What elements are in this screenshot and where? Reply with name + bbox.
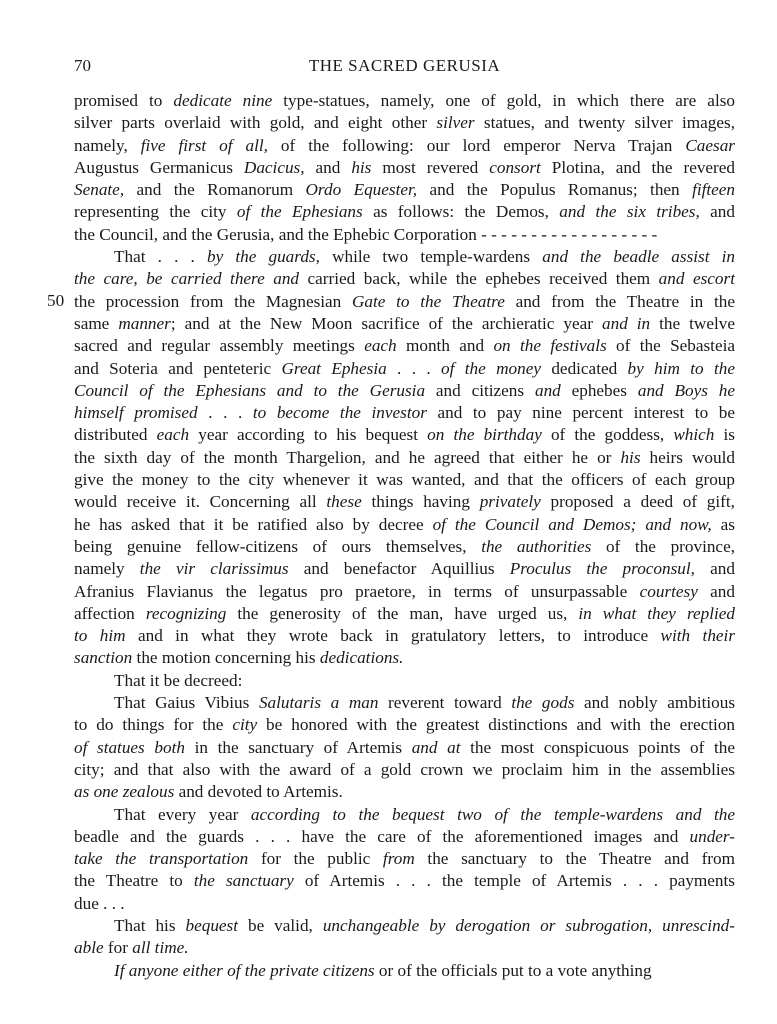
italic-text: Gate to the Theatre <box>352 291 505 311</box>
italic-text: the authorities <box>481 536 592 556</box>
italic-text: and at <box>411 737 461 757</box>
italic-text: under- <box>689 826 735 846</box>
italic-text: of the Council and Demos; and now, <box>432 514 712 534</box>
roman-text: promised to <box>74 91 174 110</box>
roman-text: and to pay nine percent interest to be <box>426 403 735 423</box>
text-line <box>74 692 735 714</box>
italic-text: the sanctuary <box>193 871 294 891</box>
text-line <box>74 291 735 313</box>
italic-text: on the festivals <box>493 336 607 356</box>
text-line <box>74 447 735 469</box>
roman-text: of the goddess, <box>541 425 674 445</box>
italic-text: the gods <box>511 693 575 713</box>
paragraph <box>74 804 735 915</box>
text-line <box>74 201 735 223</box>
roman-text: heirs would <box>640 447 735 467</box>
page-number: 70 <box>74 56 91 75</box>
text-line <box>74 268 735 290</box>
roman-text: reverent toward <box>378 693 512 713</box>
text-line <box>74 157 735 179</box>
roman-text: the most conspicuous points of the <box>460 737 735 757</box>
text-line <box>74 246 735 268</box>
text-line <box>74 380 735 402</box>
italic-text: and the six tribes, <box>559 202 700 222</box>
roman-text: same <box>74 313 119 333</box>
paragraph <box>74 915 735 960</box>
roman-text: be valid, <box>238 915 323 935</box>
italic-text: himself promised <box>74 403 198 423</box>
italic-text: five first of all, <box>140 135 268 155</box>
italic-text: fifteen <box>692 180 735 200</box>
italic-text: all time. <box>132 938 189 958</box>
italic-text: from <box>382 849 415 869</box>
roman-text: is <box>714 425 735 445</box>
text-line <box>74 960 735 982</box>
italic-text: Salutaris a man <box>258 693 379 713</box>
italic-text: dedicate nine <box>173 91 273 110</box>
italic-text: to him <box>74 626 126 646</box>
italic-text: his <box>351 157 372 177</box>
italic-text: by the guards, <box>206 247 320 267</box>
roman-text: due . . . <box>74 893 125 913</box>
text-line <box>74 558 735 580</box>
italic-text: in what they replied <box>578 603 735 623</box>
roman-text: year according to his bequest <box>189 425 428 445</box>
roman-text: for <box>103 938 133 958</box>
text-line <box>74 737 735 759</box>
roman-text: he has asked that it be ratified also by decree <box>74 514 433 534</box>
paragraph <box>74 246 735 670</box>
roman-text: and the Populus Romanus; then <box>417 180 693 200</box>
roman-text: namely, <box>74 135 141 155</box>
roman-text: Afranius Flavianus the legatus pro praetore, in terms of unsurpassable <box>74 581 640 601</box>
roman-text: . . . <box>197 403 253 423</box>
roman-text: That it be decreed: <box>114 670 243 690</box>
italic-text: Great Ephesia <box>281 358 387 378</box>
paragraph <box>74 670 735 692</box>
roman-text: or of the officials put to a vote anything <box>374 960 652 980</box>
italic-text: take the transportation <box>74 849 249 869</box>
roman-text: and nobly ambitious <box>574 693 735 713</box>
roman-text: of Artemis . . . the temple of Artemis . . . payments <box>293 871 735 891</box>
text-line <box>74 826 735 848</box>
text-line <box>74 870 735 892</box>
roman-text: and <box>304 157 352 177</box>
roman-text: for the public <box>248 849 383 869</box>
text-line <box>74 581 735 603</box>
roman-text: That his <box>114 915 186 935</box>
roman-text: the motion concerning his <box>132 648 320 668</box>
roman-text: most revered <box>371 157 490 177</box>
roman-text: ephebes <box>560 380 638 400</box>
text-line <box>74 514 735 536</box>
text-line <box>74 937 735 959</box>
roman-text: affection <box>74 603 146 623</box>
text-line <box>74 179 735 201</box>
italic-text: to become the investor <box>252 403 427 423</box>
roman-text: statues, and twenty silver images, <box>474 113 735 133</box>
italic-text: courtesy <box>639 581 698 601</box>
roman-text: representing the city <box>74 202 237 222</box>
italic-text: of statues both <box>74 737 185 757</box>
italic-text: manner <box>118 313 171 333</box>
italic-text: as one zealous <box>74 782 175 802</box>
line-number-marker: 50 <box>47 291 65 310</box>
italic-text: privately <box>479 492 541 512</box>
italic-text: Ordo Equester, <box>305 180 418 200</box>
roman-text: Augustus Germanicus <box>74 157 244 177</box>
text-line <box>74 402 735 424</box>
text-line <box>74 915 735 937</box>
roman-text: to do things for the <box>74 715 233 735</box>
italic-text: Senate, <box>74 180 125 200</box>
italic-text: of the money <box>441 358 541 378</box>
text-line <box>74 313 735 335</box>
page-header <box>74 56 735 80</box>
roman-text: That Gaius Vibius <box>114 693 259 713</box>
italic-text: Caesar <box>685 135 735 155</box>
roman-text: and <box>694 559 735 579</box>
italic-text: recognizing <box>145 603 227 623</box>
roman-text: and <box>699 202 735 222</box>
body-text <box>74 90 735 982</box>
text-line <box>74 469 735 491</box>
roman-text: distributed <box>74 425 157 445</box>
italic-text: Proculus the proconsul, <box>509 559 695 579</box>
text-line <box>74 224 735 246</box>
roman-text: in the sanctuary of Artemis <box>184 737 412 757</box>
roman-text: and Soteria and penteteric <box>74 358 282 378</box>
italic-text: these <box>326 492 362 512</box>
italic-text: the care, be carried there and <box>74 269 300 289</box>
italic-text: on the birthday <box>427 425 542 445</box>
italic-text: by him to the <box>627 358 735 378</box>
roman-text: the Theatre to <box>74 871 194 891</box>
text-line <box>74 603 735 625</box>
text-line <box>74 781 735 803</box>
roman-text: while two temple-wardens <box>319 247 543 267</box>
roman-text: sacred and regular assembly meetings <box>74 336 365 356</box>
paragraph <box>74 692 735 803</box>
roman-text: and from the Theatre in the <box>504 291 735 311</box>
roman-text: be honored with the greatest distinctions and with the erection <box>257 715 735 735</box>
roman-text: being genuine fellow-citizens of ours themselves, <box>74 536 482 556</box>
roman-text: month and <box>396 336 494 356</box>
roman-text: silver parts overlaid with gold, and eight other <box>74 113 437 133</box>
running-head: THE SACRED GERUSIA <box>308 56 501 75</box>
italic-text: the vir clarissimus <box>139 559 289 579</box>
roman-text: type-statues, namely, one of gold, in which there are also <box>272 91 735 110</box>
roman-text: the sixth day of the month Thargelion, and he agreed that either he or <box>74 447 621 467</box>
text-line <box>74 536 735 558</box>
text-line <box>74 647 735 669</box>
italic-text: sanction <box>74 648 133 668</box>
roman-text: and citizens <box>425 380 535 400</box>
italic-text: and in <box>602 313 651 333</box>
italic-text: which <box>673 425 715 445</box>
text-line <box>74 112 735 134</box>
roman-text: as <box>711 514 735 534</box>
italic-text: If anyone either of the private citizens <box>114 960 375 980</box>
italic-text: unchangeable by derogation or subrogation, unrescind- <box>322 915 735 935</box>
paragraph <box>74 90 735 246</box>
italic-text: city <box>232 715 258 735</box>
italic-text: his <box>620 447 641 467</box>
text-line <box>74 848 735 870</box>
roman-text: city; and that also with the award of a gold crown we proclaim him in the assemblies <box>74 759 735 779</box>
italic-text: according to the bequest two of the temple-wardens and the <box>250 804 735 824</box>
text-line <box>74 714 735 736</box>
roman-text: of the following: our lord emperor Nerva Trajan <box>267 135 686 155</box>
roman-text: That every year <box>114 804 251 824</box>
italic-text: and <box>534 380 561 400</box>
italic-text: silver <box>436 113 475 133</box>
italic-text: each <box>364 336 397 356</box>
text-line <box>74 335 735 357</box>
roman-text: and in what they wrote back in gratulatory letters, to introduce <box>125 626 661 646</box>
roman-text: and the Romanorum <box>124 180 306 200</box>
italic-text: Council of the Ephesians and to the Gerusia <box>74 380 426 400</box>
text-line <box>74 804 735 826</box>
italic-text: of the Ephesians <box>236 202 363 222</box>
text-line <box>74 358 735 380</box>
text-line <box>74 424 735 446</box>
roman-text: of the Sebasteia <box>606 336 735 356</box>
italic-text: and the beadle assist in <box>542 247 735 267</box>
roman-text: That . . . <box>114 247 207 267</box>
roman-text: things having <box>361 492 480 512</box>
roman-text: the procession from the Magnesian <box>74 291 353 311</box>
text-line <box>74 670 735 692</box>
roman-text: as follows: the Demos, <box>362 202 560 222</box>
roman-text: Plotina, and the revered <box>540 157 735 177</box>
roman-text: the sanctuary to the Theatre and from <box>414 849 735 869</box>
italic-text: bequest <box>185 915 239 935</box>
roman-text: the generosity of the man, have urged us, <box>226 603 579 623</box>
text-line <box>74 491 735 513</box>
text-line <box>74 90 735 112</box>
roman-text: proposed a deed of gift, <box>540 492 735 512</box>
italic-text: each <box>156 425 190 445</box>
italic-text: able <box>74 938 104 958</box>
text-line <box>74 759 735 781</box>
italic-text: dedications. <box>319 648 404 668</box>
italic-text: consort <box>489 157 541 177</box>
italic-text: Dacicus, <box>243 157 305 177</box>
roman-text: would receive it. Concerning all <box>74 492 327 512</box>
italic-text: and Boys he <box>637 380 735 400</box>
roman-text: namely <box>74 559 140 579</box>
roman-text: the Council, and the Gerusia, and the Ephebic Corporation - - - - - - - - - - - - - - - - - - <box>74 224 658 244</box>
roman-text: beadle and the guards . . . have the care of the aforementioned images and <box>74 826 690 846</box>
roman-text: the twelve <box>650 313 735 333</box>
text-line <box>74 893 735 915</box>
paragraph <box>74 960 735 982</box>
text-line <box>74 625 735 647</box>
roman-text: ; and at the New Moon sacrifice of the archieratic year <box>170 313 602 333</box>
roman-text: of the province, <box>591 536 735 556</box>
roman-text: . . . <box>386 358 442 378</box>
roman-text: carried back, while the ephebes received them <box>299 269 659 289</box>
roman-text: and benefactor Aquillius <box>288 559 510 579</box>
italic-text: and escort <box>658 269 735 289</box>
roman-text: and <box>697 581 735 601</box>
roman-text: give the money to the city whenever it was wanted, and that the officers of each group <box>74 470 735 490</box>
roman-text: and devoted to Artemis. <box>174 782 343 802</box>
roman-text: dedicated <box>540 358 628 378</box>
italic-text: with their <box>660 626 735 646</box>
text-line <box>74 135 735 157</box>
